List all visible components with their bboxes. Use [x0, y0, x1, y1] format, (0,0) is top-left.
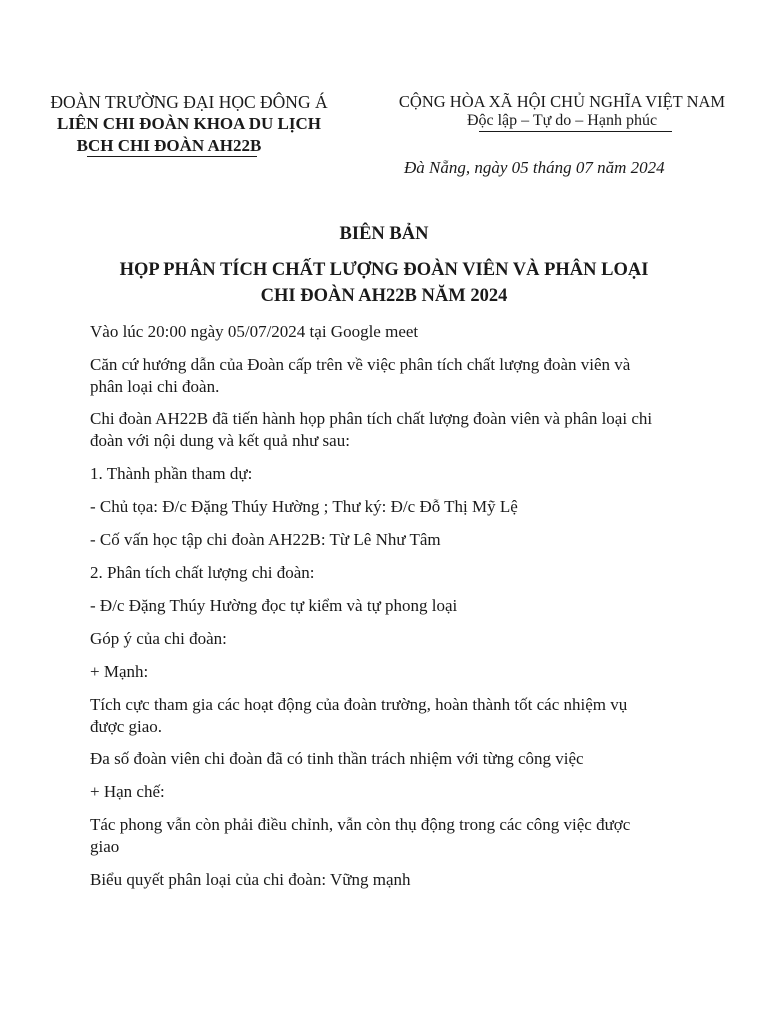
strength-2: Đa số đoàn viên chi đoàn đã có tinh thần trách nhiệm với từng công việc: [90, 749, 584, 768]
strength-1-line1: Tích cực tham gia các hoạt động của đoàn trường, hoàn thành tốt các nhiệm vụ: [90, 695, 628, 714]
paragraph-basis-line2: phân loại chi đoàn.: [90, 377, 220, 396]
paragraph-intro-line2: đoàn với nội dung và kết quả như sau:: [90, 431, 350, 450]
paragraph-time-place: Vào lúc 20:00 ngày 05/07/2024 tại Google meet: [90, 322, 419, 341]
motto-underline: [479, 131, 672, 132]
document-subtitle-line2: CHI ĐOÀN AH22B NĂM 2024: [260, 286, 508, 306]
attendee-advisor: - Cố vấn học tập chi đoàn AH22B: Từ Lê Như Tâm: [90, 530, 441, 549]
section-heading-attendees: 1. Thành phần tham dự:: [90, 464, 253, 483]
section-heading-analysis: 2. Phân tích chất lượng chi đoàn:: [90, 563, 315, 582]
limitations-heading: + Hạn chế:: [90, 782, 165, 801]
paragraph-intro-line1: Chi đoàn AH22B đã tiến hành họp phân tích chất lượng đoàn viên và phân loại chi: [90, 409, 653, 428]
document-date: Đà Nẵng, ngày 05 tháng 07 năm 2024: [404, 158, 665, 177]
org-underline: [87, 156, 257, 157]
strengths-heading: + Mạnh:: [90, 662, 149, 681]
analysis-self-review: - Đ/c Đặng Thúy Hường đọc tự kiểm và tự phong loại: [90, 596, 458, 615]
strength-1-line2: được giao.: [90, 717, 163, 736]
org-name-line3: BCH CHI ĐOÀN AH22B: [76, 136, 262, 155]
document-subtitle-line1: HỌP PHÂN TÍCH CHẤT LƯỢNG ĐOÀN VIÊN VÀ PHÂN LOẠI: [119, 260, 649, 280]
feedback-heading: Góp ý của chi đoàn:: [90, 629, 227, 648]
classification-vote: Biểu quyết phân loại của chi đoàn: Vững mạnh: [90, 870, 411, 889]
limitation-1-line1: Tác phong vẫn còn phải điều chỉnh, vẫn còn thụ động trong các công việc được: [90, 815, 631, 834]
attendee-chair-secretary: - Chủ tọa: Đ/c Đặng Thúy Hường ; Thư ký: Đ/c Đỗ Thị Mỹ Lệ: [90, 497, 518, 516]
org-name-line2: LIÊN CHI ĐOÀN KHOA DU LỊCH: [56, 114, 321, 133]
national-title: CỘNG HÒA XÃ HỘI CHỦ NGHĨA VIỆT NAM: [398, 92, 726, 111]
org-name-line1: ĐOÀN TRƯỜNG ĐẠI HỌC ĐÔNG Á: [50, 92, 328, 112]
document-title: BIÊN BẢN: [339, 224, 429, 244]
paragraph-basis-line1: Căn cứ hướng dẫn của Đoàn cấp trên về việc phân tích chất lượng đoàn viên và: [90, 355, 631, 374]
national-motto: Độc lập – Tự do – Hạnh phúc: [466, 112, 658, 129]
limitation-1-line2: giao: [90, 837, 120, 856]
